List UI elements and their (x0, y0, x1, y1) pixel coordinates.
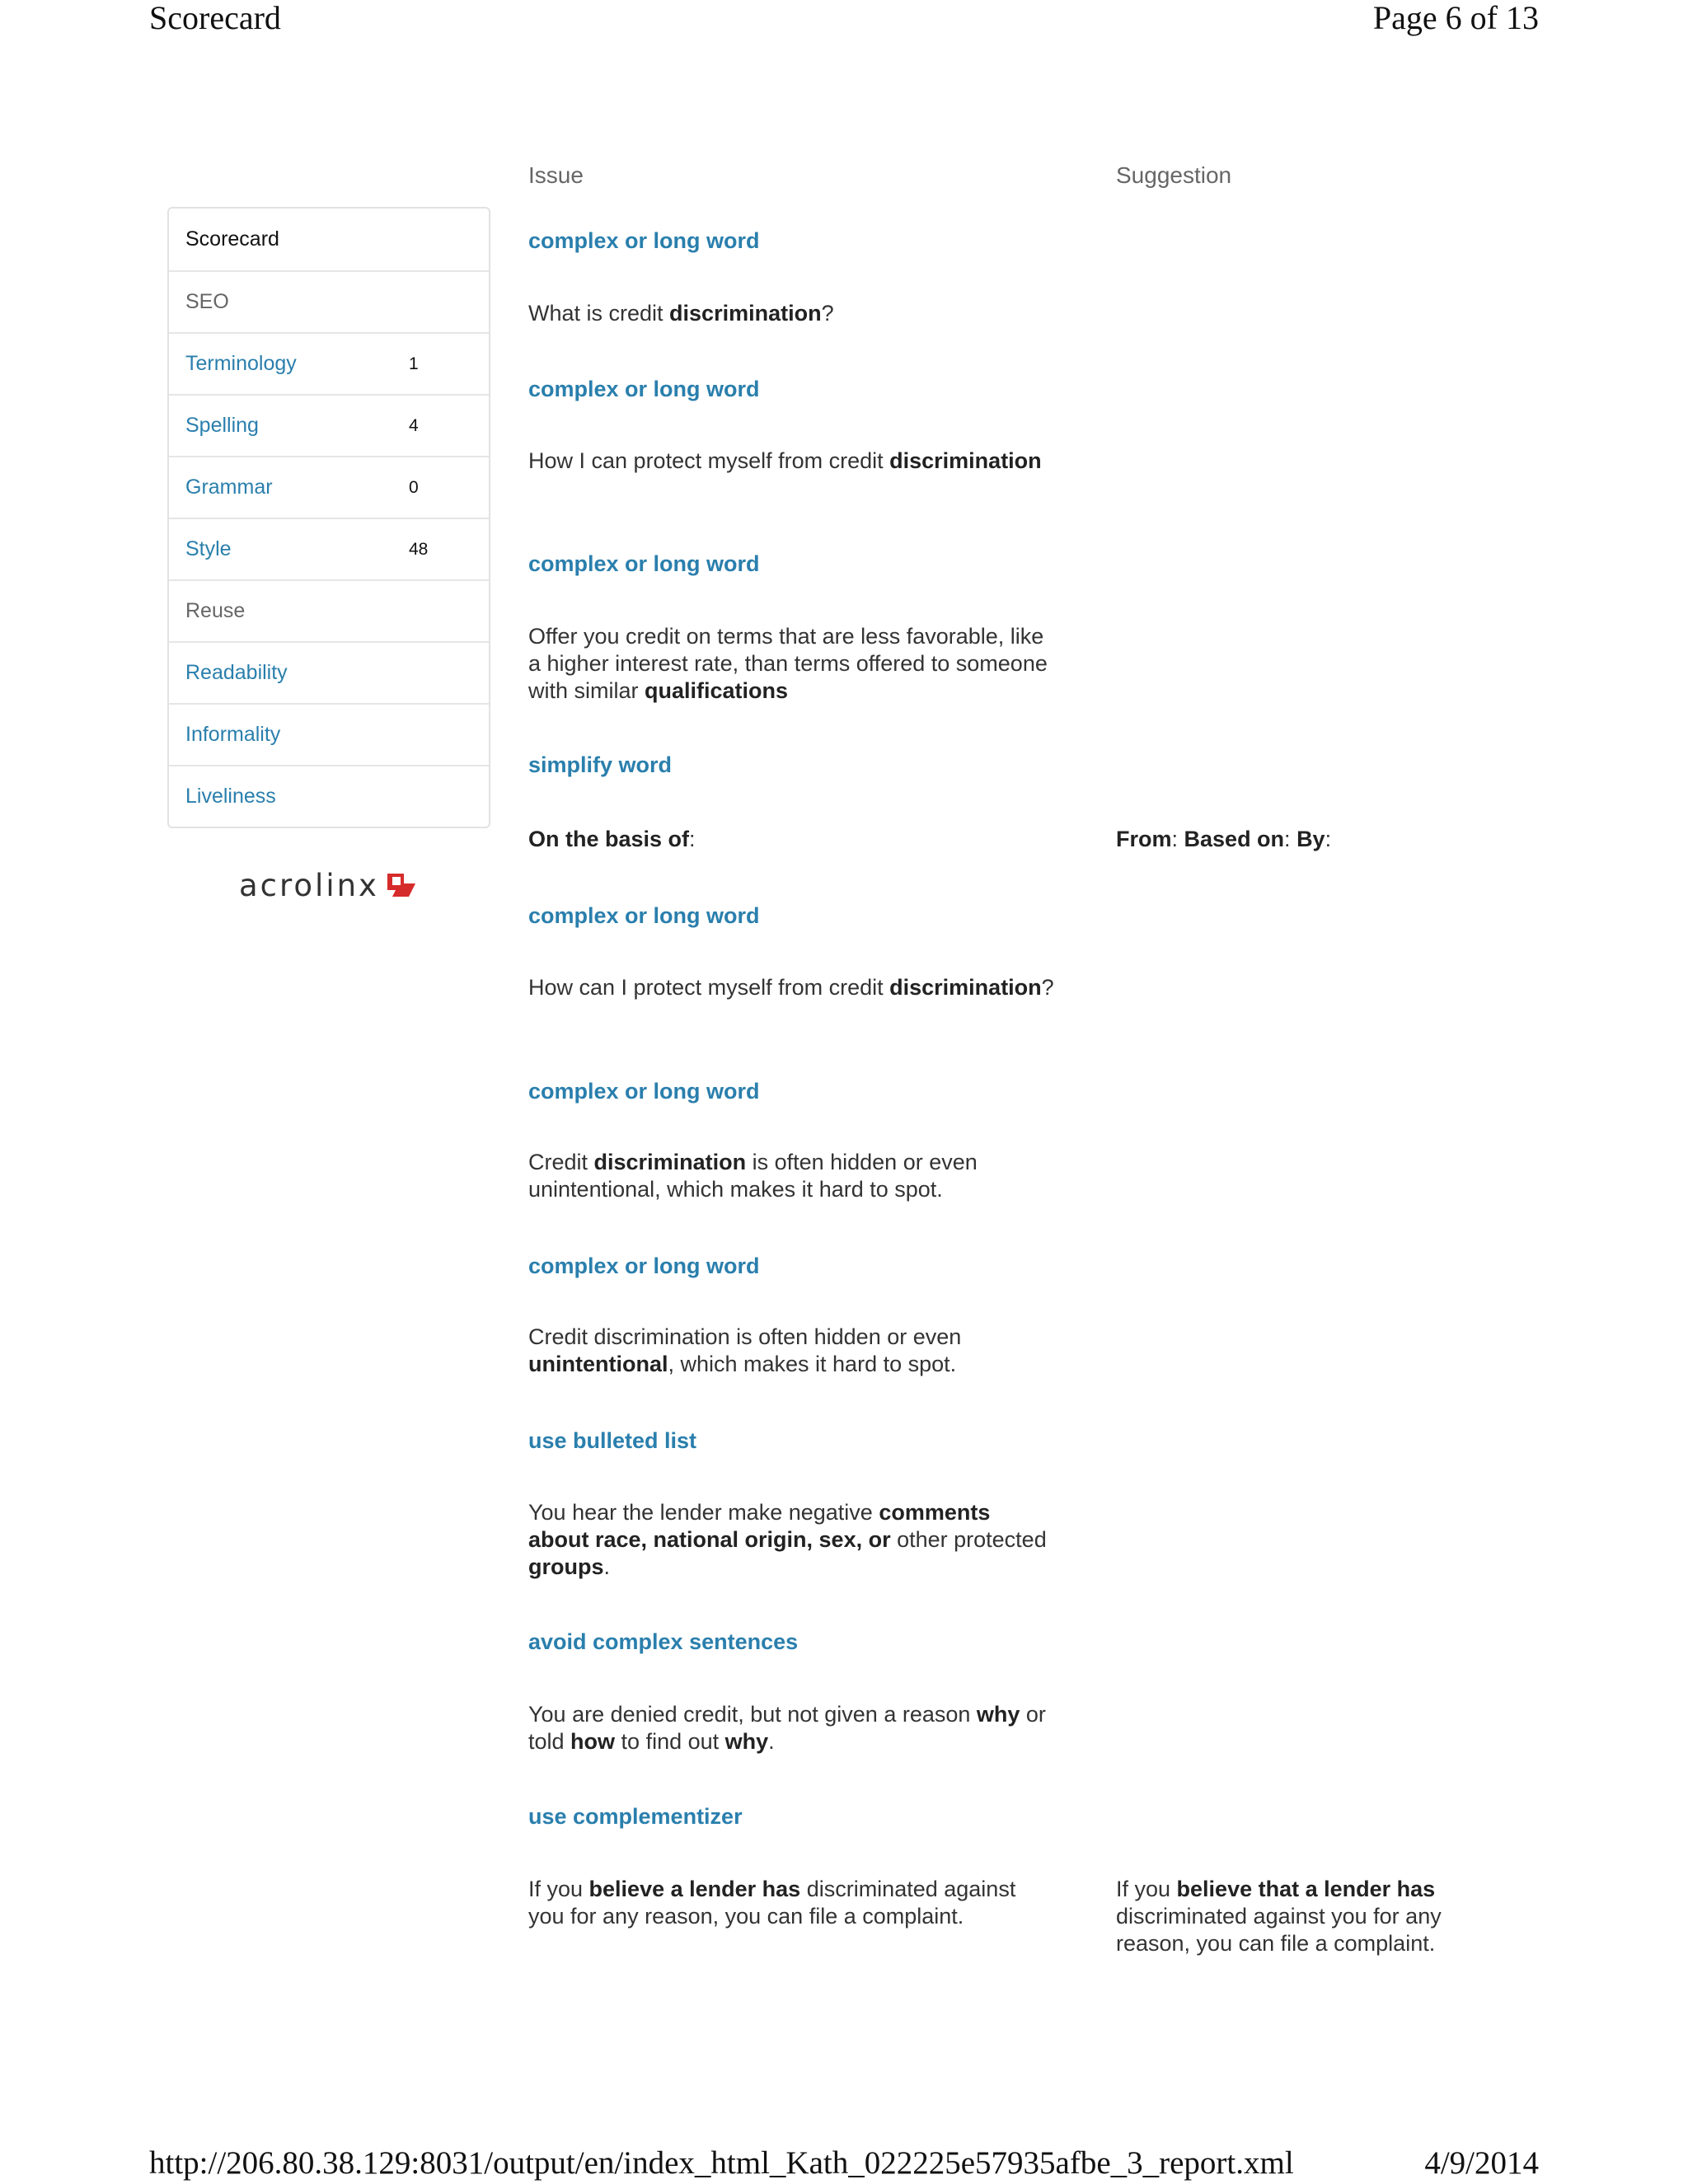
issue-title-link[interactable]: avoid complex sentences (528, 1629, 799, 1654)
page-footer-date: 4/9/2014 (1424, 2145, 1539, 2181)
scorecard-sidebar (167, 207, 490, 828)
issue-text: Credit discrimination is often hidden or even unintentional, which makes it hard to spot. (528, 1324, 962, 1376)
sidebar-item-count: 0 (409, 477, 419, 497)
page-header-title: Scorecard (149, 0, 281, 36)
issue-text: You are denied credit, but not given a reason why or told how to find out why. (528, 1702, 1046, 1754)
sidebar-item-label: Spelling (185, 414, 259, 437)
sidebar-item-informality[interactable] (169, 703, 489, 765)
suggestion-text: From: Based on: By: (1116, 827, 1332, 851)
issue-title-link[interactable]: complex or long word (528, 228, 760, 253)
sidebar-item-label: Style (185, 537, 232, 560)
sidebar-item-count: 4 (409, 415, 419, 435)
issue-column-header: Issue (528, 162, 584, 188)
issue-title-link[interactable]: use bulleted list (528, 1428, 697, 1453)
sidebar-item-label: Grammar (185, 476, 273, 499)
issue-title-link[interactable]: simplify word (528, 752, 673, 777)
sidebar-item-label: Reuse (185, 599, 246, 622)
issue-text: Credit discrimination is often hidden or even unintentional, which makes it hard to spot. (528, 1150, 978, 1202)
suggestion-text: If you believe that a lender has discriminated against you for any reason, you can file a complaint. (1116, 1877, 1442, 1956)
sidebar-title (169, 209, 489, 270)
issue-title-link[interactable]: complex or long word (528, 903, 760, 928)
sidebar-item-readability[interactable] (169, 641, 489, 703)
acrolinx-logo (239, 867, 429, 905)
issue-text: If you believe a lender has discriminated against you for any reason, you can file a complaint. (528, 1877, 1016, 1929)
suggestion-column-header: Suggestion (1116, 162, 1232, 188)
page-footer-url: http://206.80.38.129:8031/output/en/index_html_Kath_022225e57935afbe_3_report.xml (149, 2145, 1294, 2181)
sidebar-item-count: 1 (409, 354, 419, 373)
sidebar-item-grammar[interactable] (169, 456, 489, 518)
issue-title-link[interactable]: complex or long word (528, 1254, 760, 1278)
issue-text: How can I protect myself from credit discrimination? (528, 975, 1054, 1000)
sidebar-item-terminology[interactable] (169, 332, 489, 394)
page-number: Page 6 of 13 (1372, 0, 1539, 36)
sidebar-item-label: SEO (185, 290, 229, 313)
issue-text: What is credit discrimination? (528, 301, 834, 326)
issue-text: How I can protect myself from credit discrimination (528, 448, 1042, 473)
issue-title-link[interactable]: complex or long word (528, 1079, 760, 1104)
sidebar-item-count: 48 (409, 539, 429, 559)
logo-mark-icon (384, 872, 420, 900)
issue-text: Offer you credit on terms that are less favorable, like a higher interest rate, than terms offered to someone with similar qualifications (528, 624, 1048, 703)
issue-text: On the basis of: (528, 827, 696, 851)
sidebar-item-label: Informality (185, 723, 281, 746)
sidebar-item-label: Liveliness (185, 785, 276, 808)
sidebar-item-seo (169, 270, 489, 332)
sidebar-title-label: Scorecard (185, 227, 279, 251)
sidebar-item-label: Terminology (185, 352, 297, 375)
sidebar-item-liveliness[interactable] (169, 765, 489, 827)
issue-text: You hear the lender make negative comments about race, national origin, sex, or other protected groups. (528, 1500, 1047, 1579)
logo-text: acrolinx (239, 868, 379, 903)
issue-title-link[interactable]: complex or long word (528, 377, 760, 401)
issue-title-link[interactable]: complex or long word (528, 551, 760, 576)
sidebar-item-style[interactable] (169, 518, 489, 579)
sidebar-item-spelling[interactable] (169, 394, 489, 456)
sidebar-item-label: Readability (185, 661, 288, 684)
sidebar-item-reuse (169, 579, 489, 641)
issue-title-link[interactable]: use complementizer (528, 1804, 743, 1829)
